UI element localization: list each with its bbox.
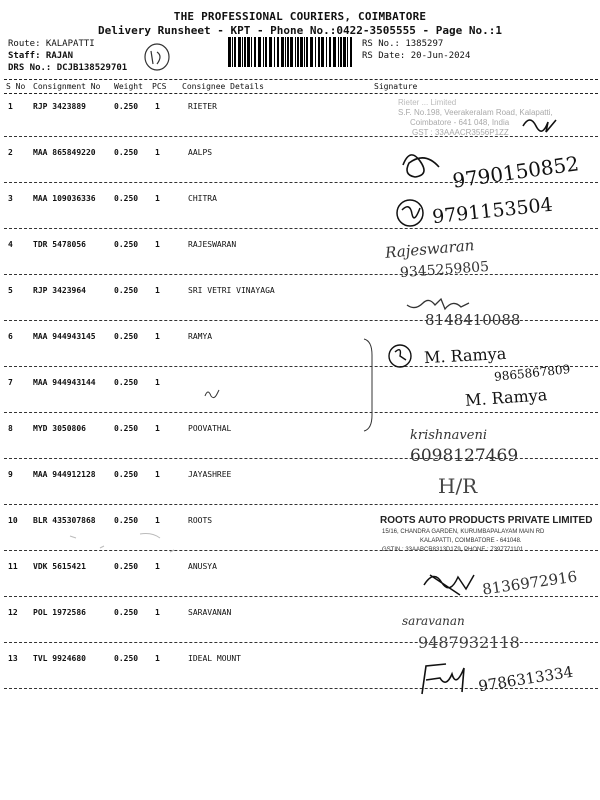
cell-sno: 3: [8, 194, 13, 203]
cell-consignment: MYD 3050806: [33, 424, 86, 433]
cell-consignee: CHITRA: [188, 194, 217, 203]
cell-weight: 0.250: [114, 102, 139, 111]
table-row: [0, 604, 600, 650]
table-row: [0, 282, 600, 328]
handwritten-circle-mark: [140, 42, 174, 72]
signature-row8: krishnaveni: [410, 428, 487, 443]
barcode-bar: [347, 37, 348, 67]
barcode-bar: [228, 37, 231, 67]
cell-sno: 9: [8, 470, 13, 479]
barcode-bar: [350, 37, 352, 67]
row-divider: [4, 366, 598, 367]
phone-row2: 9790150852: [450, 151, 581, 193]
cell-pcs: 1: [155, 194, 160, 203]
row-divider: [4, 412, 598, 413]
phone-row6: 9865867809: [493, 362, 571, 384]
table-row: [0, 420, 600, 466]
col-header-consignee: Consignee Details: [182, 82, 264, 91]
cell-pcs: 1: [155, 562, 160, 571]
cell-consignment: TDR 5478056: [33, 240, 86, 249]
barcode-bar: [269, 37, 272, 67]
cell-consignment: VDK 5615421: [33, 562, 86, 571]
rieter-stamp-line1: Rieter ... Limited: [398, 98, 457, 107]
barcode-bar: [265, 37, 267, 67]
barcode-bar: [295, 37, 296, 67]
barcode-bar: [244, 37, 246, 67]
cell-pcs: 1: [155, 332, 160, 341]
cell-consignment: BLR 435307868: [33, 516, 96, 525]
table-row: [0, 558, 600, 604]
barcode-image: [228, 37, 352, 67]
barcode-bar: [263, 37, 264, 67]
route-label: Route: KALAPATTI: [8, 39, 95, 49]
cell-sno: 12: [8, 608, 18, 617]
barcode-bar: [285, 37, 286, 67]
barcode-bar: [315, 37, 316, 67]
table-row: [0, 512, 600, 558]
cell-sno: 8: [8, 424, 13, 433]
cell-weight: 0.250: [114, 516, 139, 525]
runsheet-meta: [8, 38, 127, 74]
col-header-consignment: Consignment No: [33, 82, 101, 91]
cell-consignment: MAA 109036336: [33, 194, 96, 203]
signature-row12: saravanan: [402, 614, 465, 628]
barcode-bar: [318, 37, 320, 67]
barcode-bar: [232, 37, 233, 67]
signature-row6: M. Ramya: [423, 343, 507, 368]
cell-weight: 0.250: [114, 194, 139, 203]
cell-weight: 0.250: [114, 286, 139, 295]
barcode-bar: [321, 37, 324, 67]
cell-weight: 0.250: [114, 332, 139, 341]
barcode-bar: [258, 37, 261, 67]
cell-sno: 10: [8, 516, 18, 525]
page-title: THE PROFESSIONAL COURIERS, COIMBATORE: [173, 10, 427, 23]
barcode-bar: [281, 37, 284, 67]
cell-consignment: POL 1972586: [33, 608, 86, 617]
cell-sno: 1: [8, 102, 13, 111]
barcode-bar: [251, 37, 252, 67]
cell-pcs: 1: [155, 608, 160, 617]
phone-row4: 9345259805: [399, 258, 490, 282]
barcode-bar: [297, 37, 299, 67]
table-row: [0, 98, 600, 144]
phone-row11: 8136972916: [481, 567, 579, 599]
cell-consignee: RAMYA: [188, 332, 213, 341]
roots-stamp-line1: 15/16, CHANDRA GARDEN, KURUMBAPALAYAM MAIN RD: [382, 529, 545, 535]
cell-weight: 0.250: [114, 562, 139, 571]
cell-consignment: MAA 944943144: [33, 378, 96, 387]
row-divider: [4, 688, 598, 689]
header-divider-bottom: [4, 93, 598, 94]
row-divider: [4, 320, 598, 321]
rieter-stamp-line3: Coimbatore - 641 048, India: [410, 118, 510, 127]
cell-pcs: 1: [155, 424, 160, 433]
cell-pcs: 1: [155, 470, 160, 479]
header-divider-top: [4, 79, 598, 80]
rs-number: RS No.: 1385297: [362, 39, 444, 49]
cell-weight: 0.250: [114, 470, 139, 479]
cell-consignment: MAA 944943145: [33, 332, 96, 341]
barcode-bar: [277, 37, 279, 67]
cell-weight: 0.250: [114, 240, 139, 249]
table-row: [0, 466, 600, 512]
staff-label: Staff: RAJAN: [8, 51, 74, 61]
cell-pcs: 1: [155, 516, 160, 525]
table-row: [0, 374, 600, 420]
signature-row7: M. Ramya: [464, 385, 548, 410]
roots-stamp-line3: GSTIN : 33AABCR8313D1Z9, PHONE : 7397771101: [382, 547, 524, 553]
cell-consignment: RJP 3423964: [33, 286, 86, 295]
signature-row4: Rajeswaran: [384, 236, 475, 262]
cell-weight: 0.250: [114, 608, 139, 617]
table-row: [0, 236, 600, 282]
barcode-bar: [254, 37, 256, 67]
row-divider: [4, 458, 598, 459]
cell-sno: 7: [8, 378, 13, 387]
rs-date: RS Date: 20-Jun-2024: [362, 51, 471, 61]
col-header-weight: Weight: [114, 82, 143, 91]
rs-info: [362, 38, 470, 62]
cell-sno: 4: [8, 240, 13, 249]
cell-consignee: ANUSYA: [188, 562, 217, 571]
barcode-bar: [290, 37, 293, 67]
phone-row12: 9487932118: [418, 633, 520, 652]
cell-weight: 0.250: [114, 654, 139, 663]
barcode-bar: [238, 37, 241, 67]
col-header-pcs: PCS: [152, 82, 167, 91]
cell-pcs: 1: [155, 148, 160, 157]
barcode-bar: [274, 37, 275, 67]
cell-consignee: AALPS: [188, 148, 213, 157]
phone-row5: 8148410088: [425, 311, 521, 329]
cell-consignee: JAYASHREE: [188, 470, 232, 479]
cell-consignee: SRI VETRI VINAYAGA: [188, 286, 275, 295]
cell-weight: 0.250: [114, 424, 139, 433]
cell-consignment: MAA 944912128: [33, 470, 96, 479]
row-divider: [4, 504, 598, 505]
cell-sno: 5: [8, 286, 13, 295]
barcode-bar: [329, 37, 331, 67]
barcode-bar: [287, 37, 289, 67]
barcode-bar: [304, 37, 305, 67]
col-header-signature: Signature: [374, 82, 418, 91]
barcode-bar: [300, 37, 303, 67]
signature-row9: H/R: [438, 474, 478, 498]
row-divider: [4, 182, 598, 183]
barcode-bar: [338, 37, 339, 67]
cell-sno: 6: [8, 332, 13, 341]
rieter-stamp-line4: GST : 33AAACR3556P1ZZ: [412, 128, 509, 137]
cell-sno: 2: [8, 148, 13, 157]
cell-consignee: SARAVANAN: [188, 608, 232, 617]
cell-pcs: 1: [155, 240, 160, 249]
phone-row8: 6098127469: [410, 446, 519, 466]
barcode-bar: [326, 37, 327, 67]
cell-consignee: RIETER: [188, 102, 217, 111]
cell-weight: 0.250: [114, 378, 139, 387]
barcode-bar: [343, 37, 346, 67]
row-divider: [4, 228, 598, 229]
cell-weight: 0.250: [114, 148, 139, 157]
barcode-bar: [340, 37, 342, 67]
row-divider: [4, 274, 598, 275]
phone-row13: 9786313334: [477, 662, 575, 696]
phone-row3: 9791153504: [431, 193, 554, 229]
barcode-bar: [310, 37, 313, 67]
row-divider: [4, 642, 598, 643]
table-row: [0, 144, 600, 193]
runsheet-subtitle: Delivery Runsheet - KPT - Phone No.:0422-3505555 - Page No.:1: [98, 24, 502, 37]
cell-consignment: MAA 865849220: [33, 148, 96, 157]
table-row: [0, 190, 600, 236]
cell-consignee: POOVATHAL: [188, 424, 232, 433]
drs-number: DRS No.: DCJB138529701: [8, 63, 128, 73]
cell-sno: 11: [8, 562, 18, 571]
rieter-stamp-line2: S.F. No.198, Veerakeralam Road, Kalapatti,: [398, 108, 553, 117]
cell-consignee: RAJESWARAN: [188, 240, 237, 249]
cell-pcs: 1: [155, 102, 160, 111]
barcode-bar: [247, 37, 250, 67]
barcode-bar: [333, 37, 336, 67]
col-header-sno: S No: [6, 82, 26, 91]
roots-stamp-name: ROOTS AUTO PRODUCTS PRIVATE LIMITED: [380, 515, 593, 526]
cell-consignee: IDEAL MOUNT: [188, 654, 241, 663]
table-row: [0, 328, 600, 374]
cell-consignment: RJP 3423889: [33, 102, 86, 111]
cell-pcs: 1: [155, 654, 160, 663]
row-divider: [4, 550, 598, 551]
barcode-bar: [306, 37, 308, 67]
table-row: [0, 650, 600, 696]
roots-stamp-line2: KALAPATTI, COIMBATORE - 641048.: [420, 538, 522, 544]
cell-pcs: 1: [155, 286, 160, 295]
cell-consignment: TVL 9924680: [33, 654, 86, 663]
cell-sno: 13: [8, 654, 18, 663]
row-divider: [4, 596, 598, 597]
barcode-bar: [242, 37, 243, 67]
cell-pcs: 1: [155, 378, 160, 387]
barcode-bar: [234, 37, 236, 67]
cell-consignee: ROOTS: [188, 516, 213, 525]
